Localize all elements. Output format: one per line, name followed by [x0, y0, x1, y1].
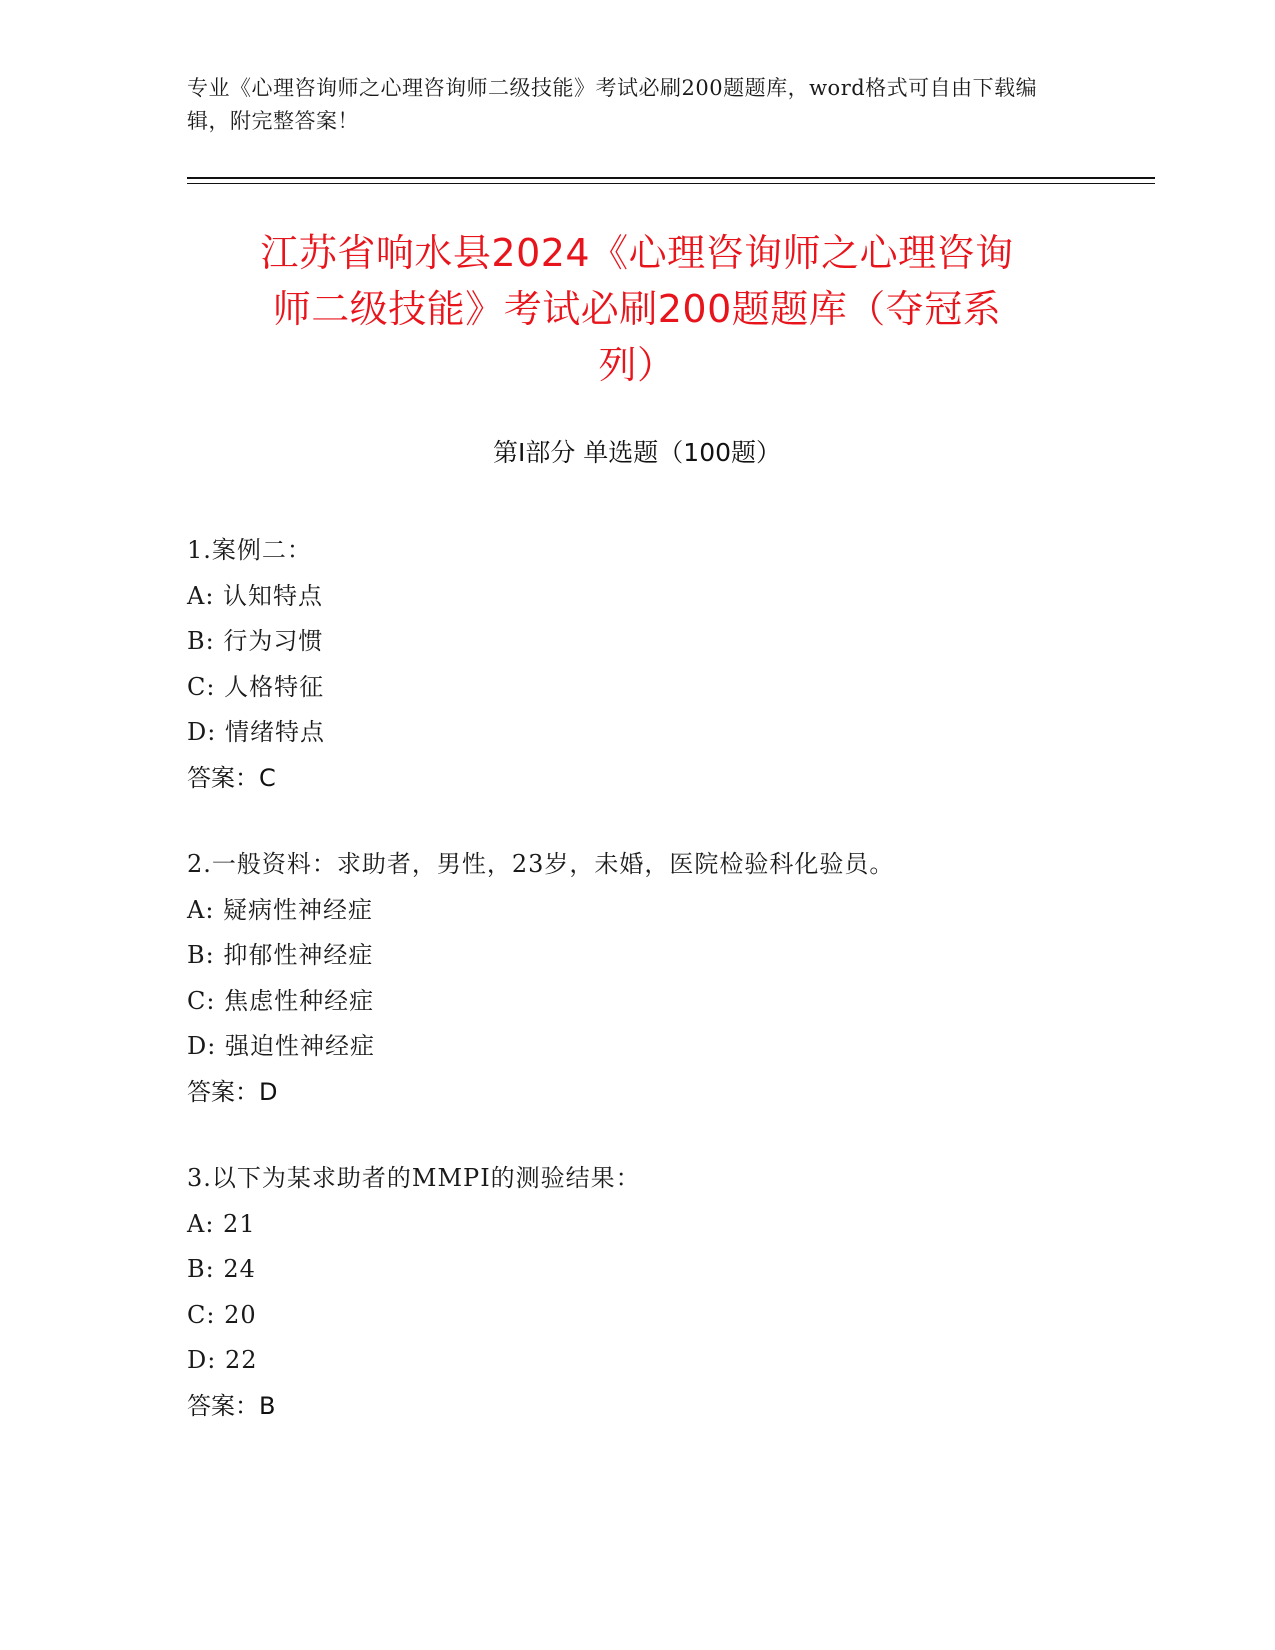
option-c: C: 人格特征 — [187, 672, 325, 701]
answer-line: 答案：D — [187, 1077, 278, 1106]
answer-line: 答案：B — [187, 1391, 276, 1420]
answer-line: 答案：C — [187, 763, 276, 792]
header-divider-thick — [187, 177, 1155, 179]
header-note: 专业《心理咨询师之心理咨询师二级技能》考试必刷200题题库，word格式可自由下载编辑，附完整答案！ — [187, 76, 1038, 133]
question-item — [187, 1156, 1147, 1429]
option-a: A: 认知特点 — [187, 581, 324, 610]
question-stem: 1.案例二： — [187, 536, 312, 564]
title-line: 江苏省响水县2024《心理咨询师之心理咨询 — [260, 231, 1014, 275]
option-b: B: 24 — [187, 1255, 256, 1283]
question-item — [187, 528, 1147, 801]
option-c: C: 20 — [187, 1300, 257, 1329]
header-divider-thin — [187, 183, 1155, 184]
option-a: A: 21 — [187, 1209, 256, 1238]
option-a: A: 疑病性神经症 — [187, 895, 374, 924]
title-line: 师二级技能》考试必刷200题题库（夺冠系 — [272, 287, 1002, 331]
question-list — [187, 528, 1147, 1470]
option-b: B: 行为习惯 — [187, 627, 324, 655]
option-c: C: 焦虑性种经症 — [187, 986, 375, 1015]
title-line: 列） — [598, 343, 676, 387]
document-title — [187, 225, 1087, 393]
section-title: 第Ⅰ部分 单选题（100题） — [492, 438, 782, 467]
question-item — [187, 842, 1147, 1115]
option-d: D: 强迫性神经症 — [187, 1032, 375, 1060]
question-stem: 3.以下为某求助者的MMPI的测验结果： — [187, 1164, 641, 1192]
option-d: D: 情绪特点 — [187, 718, 325, 746]
option-d: D: 22 — [187, 1346, 258, 1374]
option-b: B: 抑郁性神经症 — [187, 941, 374, 969]
question-stem: 2.一般资料：求助者，男性，23岁，未婚，医院检验科化验员。 — [187, 850, 895, 878]
